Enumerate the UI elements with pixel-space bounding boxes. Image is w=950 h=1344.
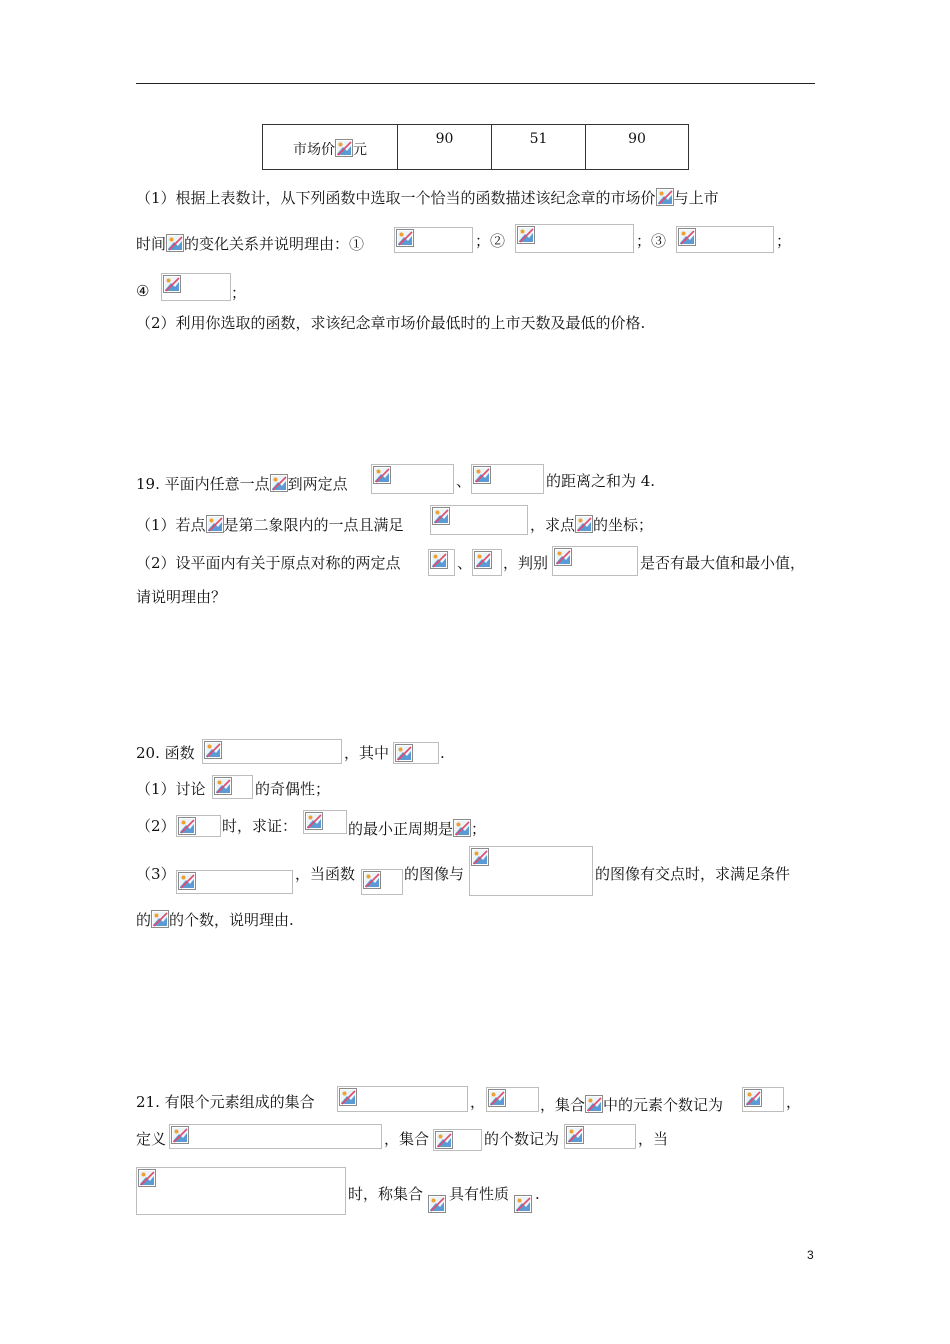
broken-image-icon: [474, 551, 492, 569]
broken-image-icon: [206, 515, 224, 533]
formula-image-20: [486, 1087, 539, 1112]
q19-stem-d: 的距离之和为 4.: [546, 472, 656, 490]
broken-image-icon: [473, 466, 491, 484]
broken-image-icon: [396, 229, 414, 247]
broken-image-icon: [566, 1126, 584, 1144]
q18-part2: （2）利用你选取的函数，求该纪念章市场价最低时的上市天数及最低的价格.: [136, 314, 646, 332]
broken-image-icon: [432, 507, 450, 525]
broken-image-icon: [517, 226, 535, 244]
formula-image-5: [371, 464, 454, 494]
formula-image-7: [430, 505, 528, 535]
table-cell: 90: [398, 125, 492, 170]
broken-image-icon: [514, 1195, 532, 1213]
broken-image-icon: [435, 1131, 453, 1149]
q19-p2-judge: ，判别: [503, 554, 549, 572]
formula-image-12: [393, 742, 439, 764]
broken-image-icon: [214, 777, 232, 795]
q19-p2-end: 是否有最大值和最小值，: [640, 554, 806, 572]
table-cell: 51: [492, 125, 586, 170]
q20-stem-a: 20. 函数: [136, 744, 195, 762]
formula-image-3: [676, 226, 774, 253]
table-row-label: 市场价 元: [263, 125, 398, 170]
q21-l2-c: 的个数记为: [484, 1130, 560, 1148]
formula-image-1: [394, 227, 473, 253]
broken-image-icon: [575, 515, 593, 533]
q20-stem-c: .: [440, 744, 445, 762]
broken-image-icon: [678, 228, 696, 246]
broken-image-icon: [656, 188, 674, 206]
q21-sep2: ，: [786, 1093, 802, 1111]
broken-image-icon: [428, 1195, 446, 1213]
q20-p1-start: （1）讨论: [136, 780, 206, 798]
broken-image-icon: [395, 744, 413, 762]
circled-4: ④: [136, 282, 150, 300]
broken-image-icon: [363, 871, 381, 889]
formula-image-25: [136, 1167, 346, 1215]
broken-image-icon: [178, 872, 196, 890]
q20-p3-start: （3）: [136, 865, 176, 883]
q20-p2-start: （2）: [136, 817, 176, 835]
broken-image-icon: [163, 275, 181, 293]
broken-image-icon: [166, 234, 184, 252]
formula-image-21: [742, 1087, 784, 1112]
broken-image-icon: [373, 466, 391, 484]
q19-p2-start: （2）设平面内有关于原点对称的两定点: [136, 554, 401, 572]
formula-image-10: [552, 546, 638, 576]
q21-l3-c: .: [535, 1185, 540, 1203]
broken-image-icon: [585, 1095, 603, 1113]
broken-image-icon: [339, 1088, 357, 1106]
q21-stem-c: ，集合 中的元素个数记为: [540, 1096, 724, 1114]
page-number: 3: [807, 1248, 814, 1262]
q20-p2-end: 的最小正周期是 ；: [348, 820, 487, 838]
q20-p1-end: 的奇偶性；: [255, 780, 331, 798]
formula-image-9: [472, 549, 502, 576]
formula-image-27: [514, 1195, 534, 1215]
q21-l2-b: ，集合: [384, 1130, 430, 1148]
sep-5: ；: [231, 284, 247, 302]
q19-p2-line2: 请说明理由？: [136, 588, 227, 606]
formula-image-13: [212, 775, 253, 799]
formula-image-23: [433, 1129, 482, 1151]
broken-image-icon: [453, 819, 471, 837]
broken-image-icon: [171, 1126, 189, 1144]
q20-stem-b: ，其中: [344, 744, 390, 762]
q21-sep1: ，: [470, 1093, 486, 1111]
broken-image-icon: [204, 741, 222, 759]
formula-image-4: [161, 273, 231, 301]
formula-image-19: [337, 1086, 468, 1112]
table-row: [263, 125, 689, 170]
formula-image-16: [176, 870, 293, 894]
broken-image-icon: [270, 474, 288, 492]
q18-part1-line1: （1）根据上表数计，从下列函数中选取一个恰当的函数描述该纪念章的市场价 与上市: [136, 189, 719, 207]
broken-image-icon: [335, 139, 353, 157]
q19-p2-sep: 、: [457, 554, 473, 572]
q20-p3-line2: 的 的个数，说明理由.: [136, 911, 294, 929]
broken-image-icon: [178, 817, 196, 835]
q20-p3-end: 的图像有交点时，求满足条件: [595, 865, 791, 883]
formula-image-26: [428, 1195, 448, 1215]
q18-part1-line2-start: 时间 的变化关系并说明理由：①: [136, 235, 365, 253]
formula-image-2: [515, 224, 634, 253]
header-rule: [136, 83, 815, 84]
formula-image-8: [428, 549, 455, 576]
q21-l3-a: 时，称集合: [348, 1185, 424, 1203]
formula-image-15: [303, 810, 347, 834]
q21-l3-b: 具有性质: [449, 1185, 510, 1203]
q20-p3-with: 的图像与: [404, 865, 465, 883]
broken-image-icon: [744, 1089, 762, 1107]
q19-stem-a: 19. 平面内任意一点 到两定点: [136, 475, 348, 493]
formula-image-17: [361, 869, 403, 895]
formula-image-11: [202, 739, 342, 764]
q19-p1-end: ，求点 的坐标；: [530, 516, 654, 534]
sep-4: ；: [776, 232, 792, 250]
q20-p3-mid: ，当函数: [295, 865, 356, 883]
broken-image-icon: [305, 812, 323, 830]
sep-2: ；②: [475, 232, 506, 250]
q21-stem-a: 21. 有限个元素组成的集合: [136, 1093, 315, 1111]
broken-image-icon: [554, 548, 572, 566]
q21-l2-a: 定义: [136, 1130, 167, 1148]
broken-image-icon: [471, 848, 489, 866]
formula-image-22: [169, 1124, 382, 1149]
formula-image-6: [471, 464, 544, 494]
q19-p1-start: （1）若点 是第二象限内的一点且满足: [136, 516, 404, 534]
price-table: [262, 124, 689, 170]
formula-image-24: [564, 1124, 636, 1149]
broken-image-icon: [138, 1169, 156, 1187]
sep-3: ；③: [636, 232, 667, 250]
q21-l2-d: ，当: [638, 1130, 669, 1148]
q19-sep: 、: [456, 472, 472, 490]
broken-image-icon: [488, 1089, 506, 1107]
formula-image-14: [176, 815, 221, 837]
q20-p2-mid: 时，求证：: [222, 817, 298, 835]
broken-image-icon: [430, 551, 448, 569]
formula-image-18: [469, 846, 593, 896]
broken-image-icon: [151, 910, 169, 928]
table-cell: 90: [586, 125, 689, 170]
